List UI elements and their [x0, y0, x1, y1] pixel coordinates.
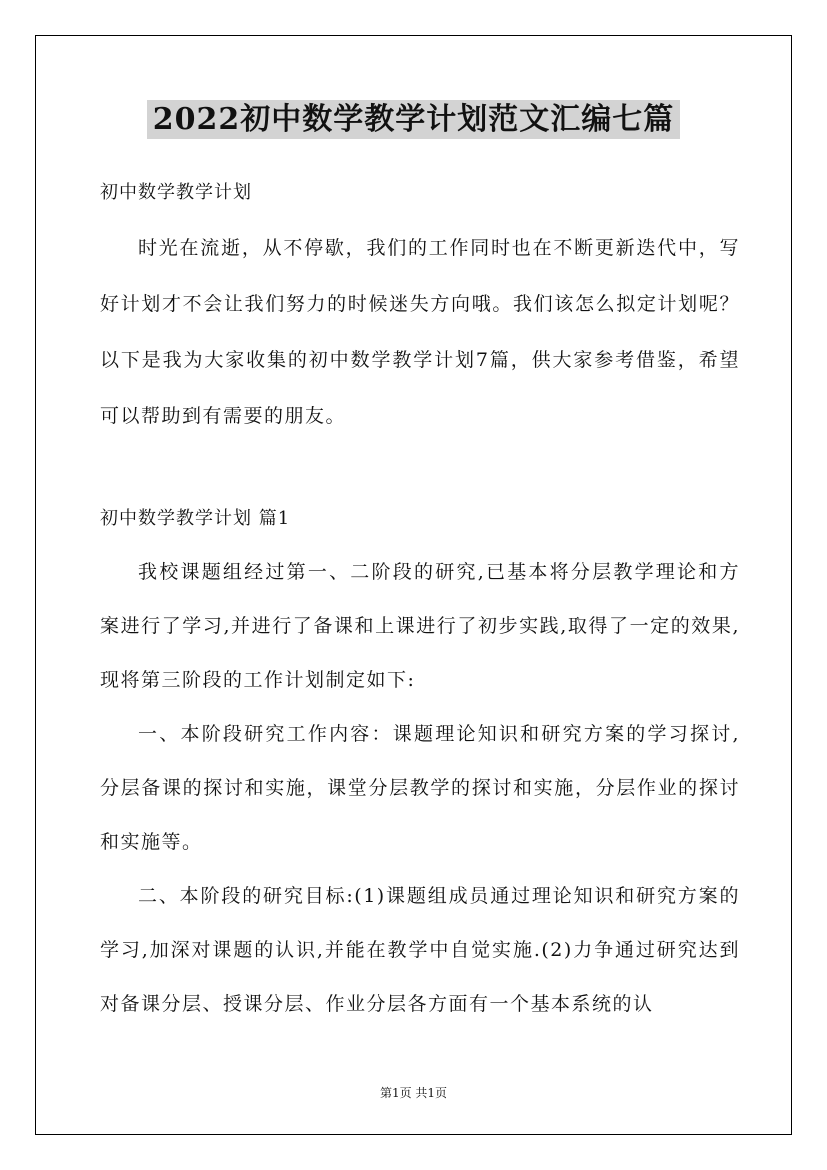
intro-heading: 初中数学教学计划	[100, 182, 252, 203]
section1-paragraph-1: 我校课题组经过第一、二阶段的研究,已基本将分层教学理论和方案进行了学习,并进行了备课和上课进行了初步实践,取得了一定的效果,现将第三阶段的工作计划制定如下:	[100, 561, 740, 691]
section1-paragraph-2: 一、本阶段研究工作内容：课题理论知识和研究方案的学习探讨,分层备课的探讨和实施，课堂分层教学的探讨和实施，分层作业的探讨和实施等。	[100, 723, 740, 853]
section1-heading: 初中数学教学计划 篇1	[100, 508, 291, 529]
intro-paragraph: 时光在流逝，从不停歇，我们的工作同时也在不断更新迭代中，写好计划才不会让我们努力的时候迷失方向哦。我们该怎么拟定计划呢？以下是我为大家收集的初中数学教学计划7篇，供大家参考借鉴，希望可以帮助到有需要的朋友。	[100, 237, 740, 427]
document-title	[0, 100, 827, 140]
section1-paragraph-3: 二、本阶段的研究目标:(1)课题组成员通过理论知识和研究方案的学习,加深对课题的认识,并能在教学中自觉实施.(2)力争通过研究达到对备课分层、授课分层、作业分层各方面有一个基本系统的认	[100, 885, 740, 1015]
intro-paragraph-block	[100, 220, 740, 444]
section1-body	[100, 545, 740, 1031]
document-title-text: 2022初中数学教学计划范文汇编七篇	[147, 100, 681, 139]
page-number: 第1页 共1页	[379, 1086, 448, 1100]
